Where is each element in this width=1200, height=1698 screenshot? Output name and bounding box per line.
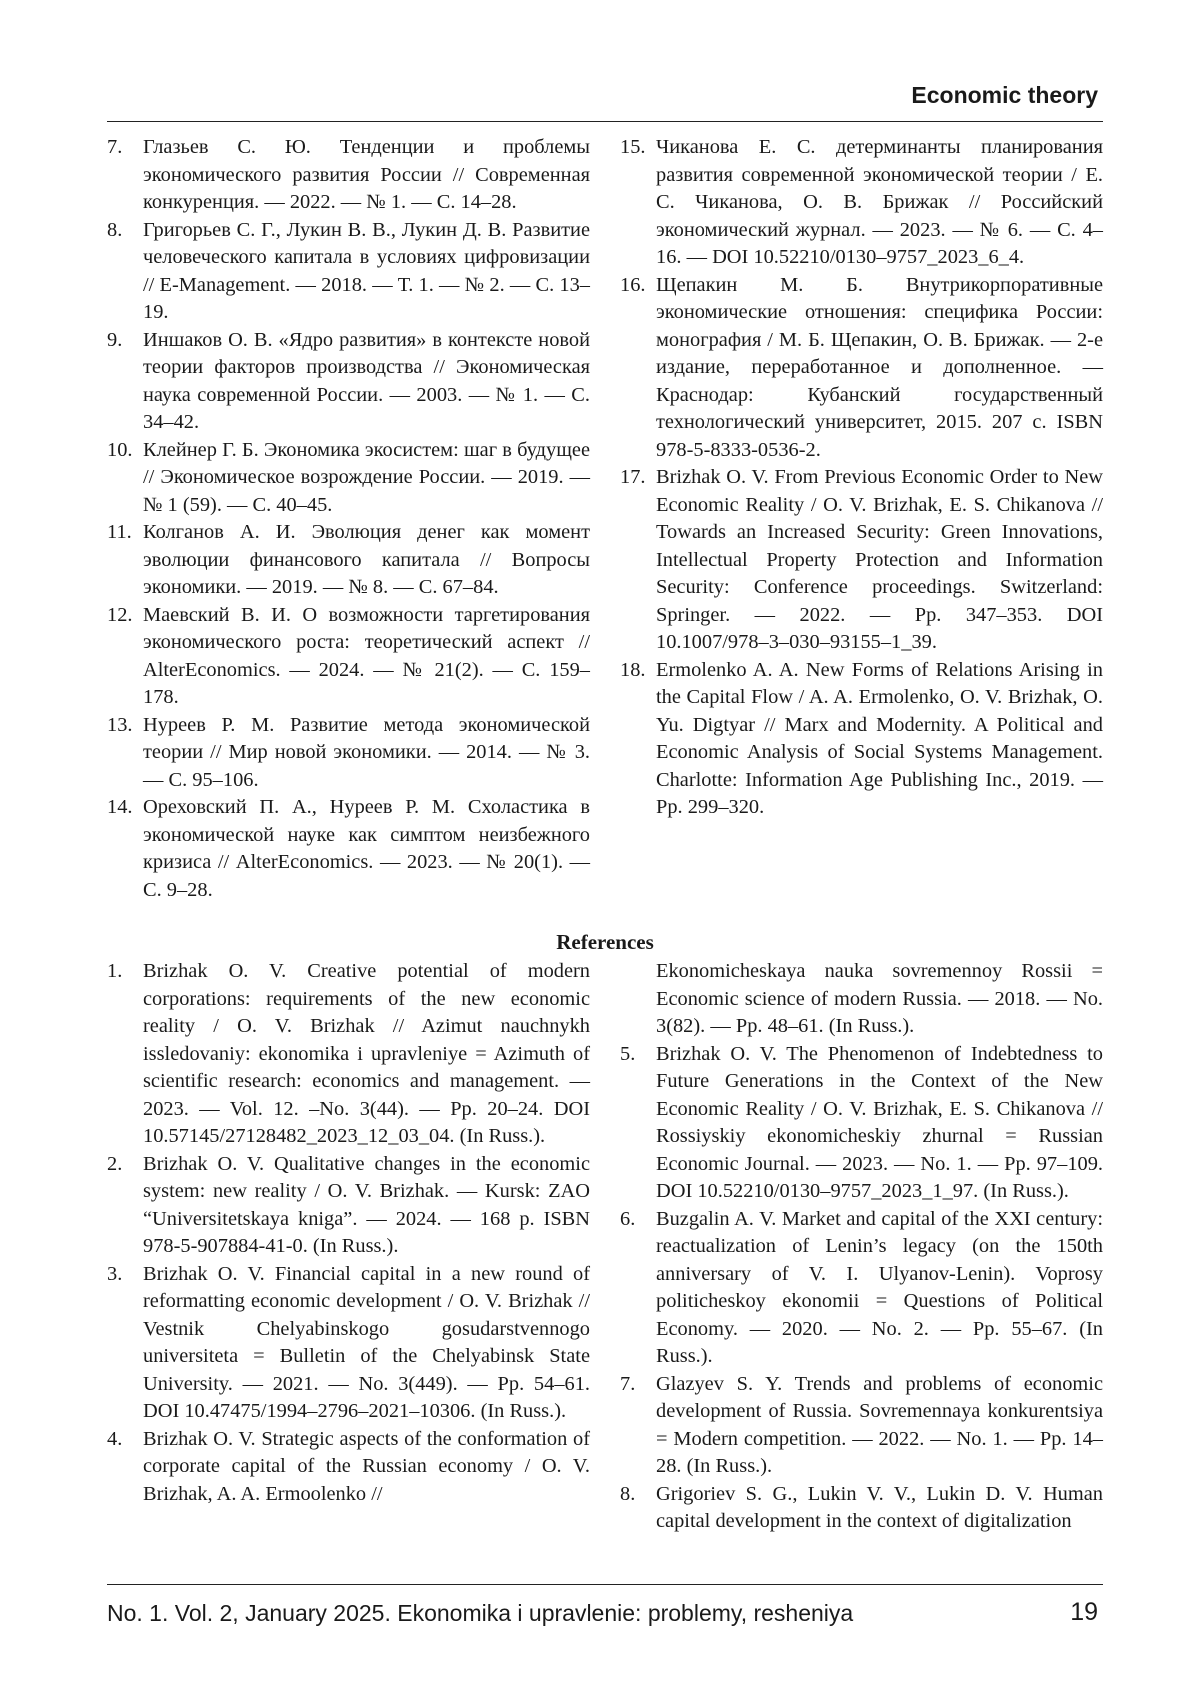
reference-number: 2. — [107, 1152, 123, 1175]
reference-number: 10. — [107, 438, 133, 461]
reference-text: Grigoriev S. G., Lukin V. V., Lukin D. V. Human capital development in the context of digitalization — [656, 1482, 1103, 1532]
reference-number: 8. — [620, 1482, 636, 1505]
reference-item — [107, 1261, 590, 1426]
literature-left-column — [107, 134, 590, 904]
reference-number: 7. — [107, 136, 123, 158]
reference-number: 12. — [107, 603, 133, 626]
reference-continuation — [620, 958, 1103, 1041]
reference-item — [107, 794, 590, 904]
reference-text: Brizhak O. V. Qualitative changes in the economic system: new reality / O. V. Brizhak. — Kursk: ZAO “Universitetskaya kniga”. — 2024. — 168 p. ISBN 978-5-907884-41-0. (In Russ.). — [143, 1152, 590, 1257]
reference-item — [620, 1371, 1103, 1481]
reference-text: Brizhak O. V. Financial capital in a new round of reformatting economic development / O. V. Brizhak // Vestnik Chelyabinskogo gosudarstvennogo universiteta = Bulletin of the Chelyabinsk State University. — 2021. — No. 3(449). — Pp. 54–61. DOI 10.47475/1994–2796–2021–10306. (In Russ.). — [143, 1262, 590, 1422]
reference-text: Григорьев С. Г., Лукин В. В., Лукин Д. В. Развитие человеческого капитала в условиях цифровизации // E-Management. — 2018. — Т. 1. — № 2. — С. 13–19. — [143, 218, 590, 323]
reference-text: Ermolenko A. A. New Forms of Relations Arising in the Capital Flow / A. A. Ermolenko, O. V. Brizhak, O. Yu. Digtyar // Marx and Modernity. A Political and Economic Analysis of Social Systems Management. Charlotte: Information Age Publishing Inc., 2019. — Pp. 299–320. — [656, 658, 1103, 818]
footer-journal-title: No. 1. Vol. 2, January 2025. Ekonomika i upravlenie: problemy, resheniya — [107, 1600, 854, 1626]
reference-text: Ekonomicheskaya nauka sovremennoy Rossii = Economic science of modern Russia. — 2018. — No. 3(82). — Pp. 48–61. (In Russ.). — [656, 960, 1103, 1037]
reference-number: 11. — [107, 521, 132, 543]
reference-text: Маевский В. И. О возможности таргетирования экономического роста: теоретический аспект // AlterEconomics. — 2024. — № 21(2). — С. 159–178. — [143, 603, 590, 708]
reference-item — [620, 272, 1103, 465]
section-title: Economic theory — [911, 82, 1098, 108]
reference-number: 8. — [107, 218, 123, 241]
reference-text: Glazyev S. Y. Trends and problems of economic development of Russia. Sovremennaya konkurentsiya = Modern competition. — 2022. — No. 1. — Pp. 14–28. (In Russ.). — [656, 1372, 1103, 1477]
reference-number: 9. — [107, 328, 123, 351]
reference-item — [107, 217, 590, 327]
reference-item — [107, 134, 590, 217]
reference-text: Глазьев С. Ю. Тенденции и проблемы экономического развития России // Современная конкуренция. — 2022. — № 1. — С. 14–28. — [143, 136, 590, 213]
page-number: 19 — [1070, 1598, 1098, 1626]
references-left-column — [107, 958, 590, 1508]
reference-item — [107, 958, 590, 1151]
reference-item — [107, 712, 590, 795]
reference-text: Щепакин М. Б. Внутрикорпоративные экономические отношения: специфика России: монография / М. Б. Щепакин, О. В. Брижак. — 2-е издание, переработанное и дополненное. — Краснодар: Кубанский государственный технологический университет, 2015. 207 с. ISBN 978-5-8333-0536-2. — [656, 273, 1103, 461]
reference-item — [107, 437, 590, 520]
reference-number: 18. — [620, 658, 646, 681]
header-rule — [107, 121, 1103, 122]
reference-text: Buzgalin A. V. Market and capital of the XXI century: reactualization of Lenin’s legacy (on the 150th anniversary of V. I. Ulyanov-Lenin). Voprosy politicheskoy ekonomii = Questions of Political Economy. — 2020. — No. 2. — Pp. 55–67. (In Russ.). — [656, 1207, 1103, 1367]
reference-number: 14. — [107, 796, 133, 818]
reference-item — [620, 657, 1103, 822]
reference-item — [620, 1041, 1103, 1206]
reference-number: 4. — [107, 1427, 123, 1450]
reference-text: Ореховский П. А., Нуреев Р. М. Схоластика в экономической науке как симптом неизбежного кризиса // AlterEconomics. — 2023. — № 20(1). — С. 9–28. — [143, 796, 590, 901]
reference-text: Иншаков О. В. «Ядро развития» в контексте новой теории факторов производства // Экономическая наука современной России. — 2003. — № 1. — С. 34–42. — [143, 328, 590, 433]
reference-number: 16. — [620, 273, 646, 296]
reference-item — [620, 1481, 1103, 1536]
reference-number: 15. — [620, 136, 646, 158]
reference-text: Brizhak O. V. Creative potential of modern corporations: requirements of the new economic reality / O. V. Brizhak // Azimut nauchnykh issledovaniy: ekonomika i upravleniye = Azimuth of scientific research: economics and management. — 2023. — Vol. 12. –No. 3(44). — Pp. 20–24. DOI 10.57145/27128482_2023_12_03_04. (In Russ.). — [143, 960, 590, 1147]
reference-number: 6. — [620, 1207, 636, 1230]
reference-number: 17. — [620, 466, 646, 488]
reference-item — [107, 602, 590, 712]
reference-text: Колганов А. И. Эволюция денег как момент эволюции финансового капитала // Вопросы экономики. — 2019. — № 8. — С. 67–84. — [143, 521, 590, 598]
reference-item — [620, 464, 1103, 657]
reference-text: Клейнер Г. Б. Экономика экосистем: шаг в будущее // Экономическое возрождение России. — 2019. — № 1 (59). — С. 40–45. — [143, 438, 590, 516]
reference-text: Нуреев Р. М. Развитие метода экономической теории // Мир новой экономики. — 2014. — № 3. — С. 95–106. — [143, 713, 590, 791]
footer-rule — [107, 1584, 1103, 1585]
literature-right-column — [620, 134, 1103, 822]
reference-number: 5. — [620, 1042, 636, 1065]
reference-text: Brizhak O. V. Strategic aspects of the conformation of corporate capital of the Russian economy / O. V. Brizhak, A. A. Ermoolenko // — [143, 1427, 590, 1505]
reference-number: 13. — [107, 713, 133, 736]
reference-text: Brizhak O. V. From Previous Economic Order to New Economic Reality / O. V. Brizhak, E. S. Chikanova // Towards an Increased Security: Green Innovations, Intellectual Property Protection and Information Security: Conference proceedings. Switzerland: Springer. — 2022. — Pp. 347–353. DOI 10.1007/978–3–030–93155–1_39. — [656, 466, 1103, 653]
reference-number: 1. — [107, 960, 123, 982]
reference-item — [107, 519, 590, 602]
reference-item — [107, 327, 590, 437]
reference-item — [107, 1151, 590, 1261]
reference-text: Чиканова Е. С. детерминанты планирования развития современной экономической теории / Е. С. Чиканова, О. В. Брижак // Российский экономический журнал. — 2023. — № 6. — С. 4–16. — DOI 10.52210/0130–9757_2023_6_4. — [656, 136, 1103, 268]
references-heading: References — [556, 930, 654, 954]
references-right-column — [620, 958, 1103, 1536]
reference-item — [620, 134, 1103, 272]
reference-number: 3. — [107, 1262, 123, 1285]
reference-text: Brizhak O. V. The Phenomenon of Indebtedness to Future Generations in the Context of the New Economic Reality / O. V. Brizhak, E. S. Chikanova // Rossiyskiy ekonomicheskiy zhurnal = Russian Economic Journal. — 2023. — No. 1. — Pp. 97–109. DOI 10.52210/0130–9757_2023_1_97. (In Russ.). — [656, 1042, 1103, 1202]
reference-item — [107, 1426, 590, 1509]
reference-number: 7. — [620, 1372, 636, 1395]
reference-item — [620, 1206, 1103, 1371]
